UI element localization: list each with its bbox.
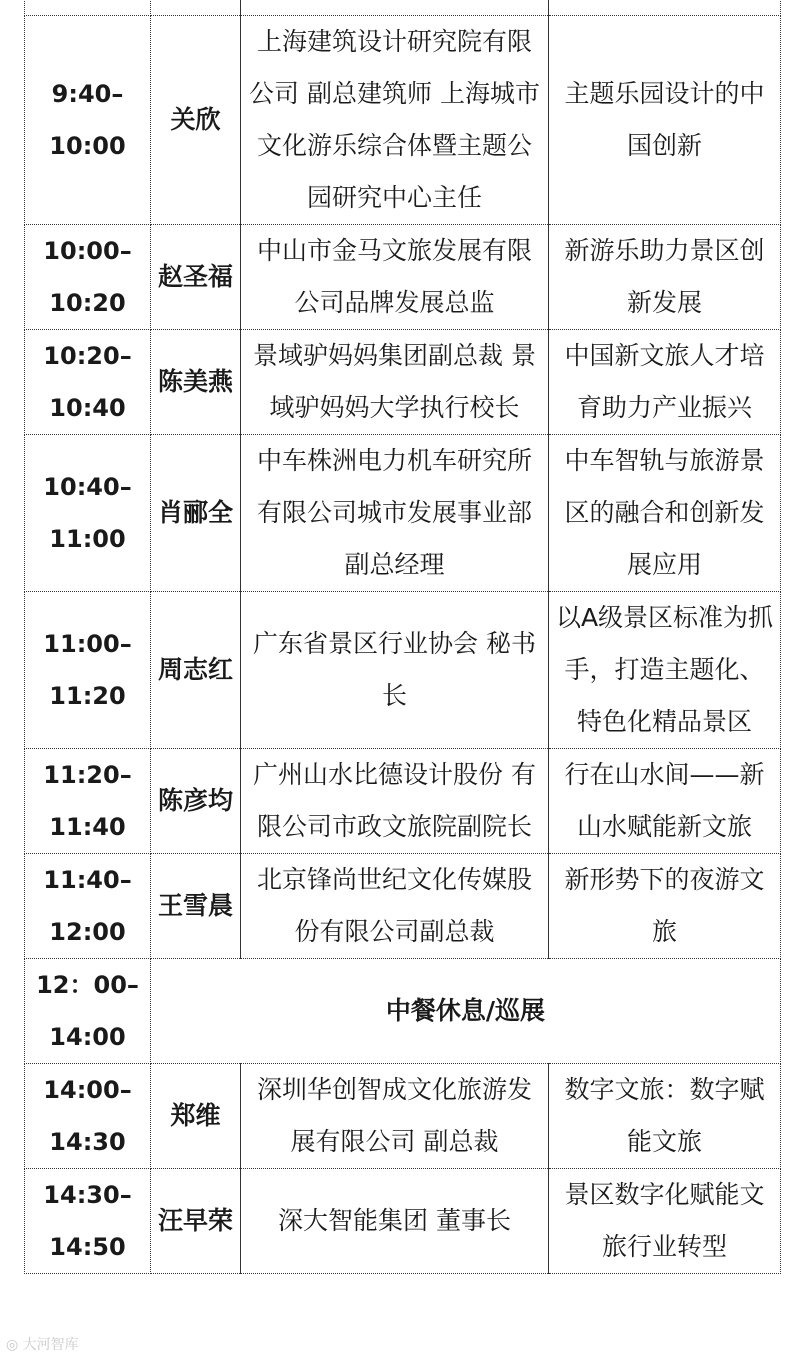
cell xyxy=(25,0,151,16)
agenda-table-wrapper xyxy=(24,0,780,1274)
time-cell: 9:40– 10:00 xyxy=(25,16,151,225)
talk-topic: 数字文旅：数字赋能文旅 xyxy=(549,1064,781,1169)
time-cell: 14:30– 14:50 xyxy=(25,1169,151,1274)
watermark-logo xyxy=(6,1334,79,1354)
table-row xyxy=(25,225,781,330)
cell xyxy=(549,0,781,16)
table-row xyxy=(25,16,781,225)
speaker-name: 陈彦均 xyxy=(151,749,241,854)
speaker-organization: 景域驴妈妈集团副总裁 景域驴妈妈大学执行校长 xyxy=(241,330,549,435)
time-cell: 12：00– 14:00 xyxy=(25,959,151,1064)
speaker-name: 汪早荣 xyxy=(151,1169,241,1274)
table-row xyxy=(25,1169,781,1274)
lunch-break-label: 中餐休息/巡展 xyxy=(151,959,781,1064)
speaker-name: 赵圣福 xyxy=(151,225,241,330)
table-row xyxy=(25,330,781,435)
talk-topic: 以A级景区标准为抓手，打造主题化、特色化精品景区 xyxy=(549,592,781,749)
speaker-name: 周志红 xyxy=(151,592,241,749)
agenda-table xyxy=(24,0,781,1274)
talk-topic: 中国新文旅人才培育助力产业振兴 xyxy=(549,330,781,435)
speaker-organization: 深圳华创智成文化旅游发展有限公司 副总裁 xyxy=(241,1064,549,1169)
time-cell: 14:00– 14:30 xyxy=(25,1064,151,1169)
speaker-organization: 广州山水比德设计股份 有限公司市政文旅院副院长 xyxy=(241,749,549,854)
cell xyxy=(151,0,241,16)
speaker-name: 肖郦全 xyxy=(151,435,241,592)
talk-topic: 新游乐助力景区创新发展 xyxy=(549,225,781,330)
time-cell: 10:20– 10:40 xyxy=(25,330,151,435)
speaker-organization: 上海建筑设计研究院有限公司 副总建筑师 上海城市文化游乐综合体暨主题公园研究中心主任 xyxy=(241,16,549,225)
time-cell: 11:00– 11:20 xyxy=(25,592,151,749)
speaker-organization: 中山市金马文旅发展有限公司品牌发展总监 xyxy=(241,225,549,330)
speaker-organization: 广东省景区行业协会 秘书长 xyxy=(241,592,549,749)
speaker-organization: 北京锋尚世纪文化传媒股份有限公司副总裁 xyxy=(241,854,549,959)
table-row xyxy=(25,1064,781,1169)
time-cell: 11:20– 11:40 xyxy=(25,749,151,854)
talk-topic: 中车智轨与旅游景区的融合和创新发展应用 xyxy=(549,435,781,592)
time-cell: 10:40– 11:00 xyxy=(25,435,151,592)
time-cell: 11:40– 12:00 xyxy=(25,854,151,959)
talk-topic: 新形势下的夜游文旅 xyxy=(549,854,781,959)
speaker-name: 陈美燕 xyxy=(151,330,241,435)
watermark-icon: ◎ xyxy=(6,1337,19,1353)
cell xyxy=(241,0,549,16)
watermark-text: 大河智库 xyxy=(22,1337,79,1353)
speaker-name: 郑维 xyxy=(151,1064,241,1169)
talk-topic: 主题乐园设计的中国创新 xyxy=(549,16,781,225)
table-row-top-remnant xyxy=(25,0,781,16)
speaker-organization: 中车株洲电力机车研究所有限公司城市发展事业部副总经理 xyxy=(241,435,549,592)
table-row xyxy=(25,592,781,749)
talk-topic: 景区数字化赋能文旅行业转型 xyxy=(549,1169,781,1274)
table-row-break xyxy=(25,959,781,1064)
speaker-organization: 深大智能集团 董事长 xyxy=(241,1169,549,1274)
table-row xyxy=(25,435,781,592)
talk-topic: 行在山水间——新山水赋能新文旅 xyxy=(549,749,781,854)
table-row xyxy=(25,749,781,854)
time-cell: 10:00– 10:20 xyxy=(25,225,151,330)
speaker-name: 王雪晨 xyxy=(151,854,241,959)
speaker-name: 关欣 xyxy=(151,16,241,225)
table-row xyxy=(25,854,781,959)
